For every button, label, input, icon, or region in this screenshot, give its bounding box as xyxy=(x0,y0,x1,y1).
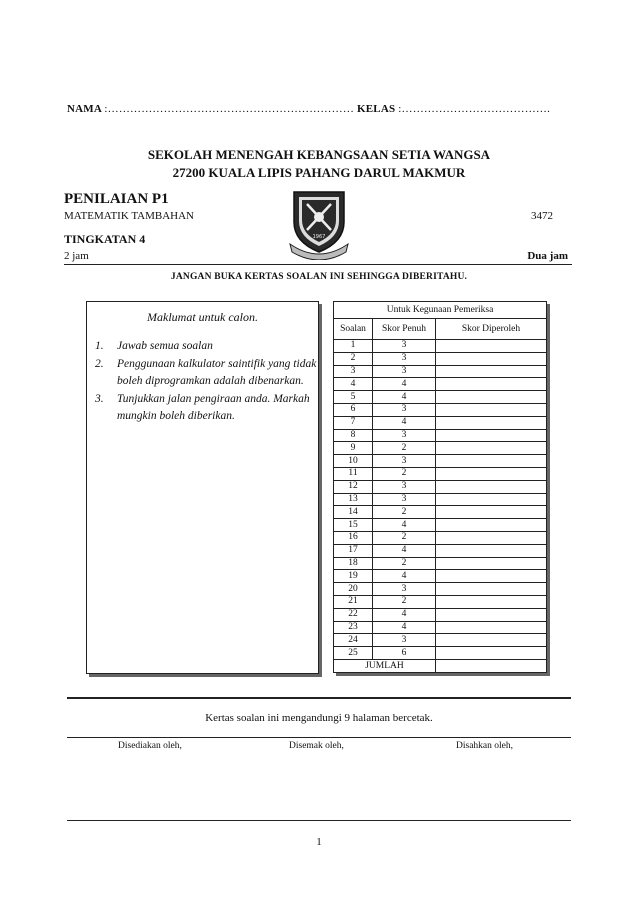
full-score: 3 xyxy=(373,403,436,416)
page-count-note: Kertas soalan ini mengandungi 9 halaman bercetak. xyxy=(205,712,433,724)
obtained-score-cell[interactable] xyxy=(436,429,547,442)
full-score: 4 xyxy=(373,391,436,404)
full-score: 3 xyxy=(373,352,436,365)
column-header-obtained-score: Skor Diperoleh xyxy=(436,319,547,340)
obtained-score-cell[interactable] xyxy=(436,442,547,455)
full-score: 4 xyxy=(373,416,436,429)
table-row xyxy=(334,595,547,608)
table-row xyxy=(334,378,547,391)
question-number: 24 xyxy=(334,634,373,647)
name-class-line xyxy=(67,103,550,115)
obtained-score-cell[interactable] xyxy=(436,531,547,544)
school-address: 27200 KUALA LIPIS PAHANG DARUL MAKMUR xyxy=(172,165,466,180)
total-row xyxy=(334,659,547,672)
full-score: 2 xyxy=(373,506,436,519)
prepared-by-label: Disediakan oleh, xyxy=(118,741,182,751)
question-number: 20 xyxy=(334,583,373,596)
question-number: 12 xyxy=(334,480,373,493)
full-score: 4 xyxy=(373,519,436,532)
table-row xyxy=(334,480,547,493)
full-score: 2 xyxy=(373,595,436,608)
school-crest-icon xyxy=(288,188,350,260)
question-number: 6 xyxy=(334,403,373,416)
table-row xyxy=(334,340,547,353)
obtained-score-cell[interactable] xyxy=(436,378,547,391)
table-row xyxy=(334,621,547,634)
form-level: TINGKATAN 4 xyxy=(64,232,146,246)
question-number: 14 xyxy=(334,506,373,519)
duration-short: 2 jam xyxy=(64,250,89,262)
full-score: 3 xyxy=(373,583,436,596)
question-number: 5 xyxy=(334,391,373,404)
table-row xyxy=(334,352,547,365)
class-field[interactable]: :…………………………………. xyxy=(398,103,551,115)
obtained-score-cell[interactable] xyxy=(436,506,547,519)
question-number: 11 xyxy=(334,467,373,480)
table-row xyxy=(334,391,547,404)
obtained-score-cell[interactable] xyxy=(436,391,547,404)
table-row xyxy=(334,365,547,378)
total-score-cell[interactable] xyxy=(436,659,547,672)
full-score: 3 xyxy=(373,429,436,442)
question-number: 8 xyxy=(334,429,373,442)
question-number: 10 xyxy=(334,455,373,468)
obtained-score-cell[interactable] xyxy=(436,416,547,429)
bottom-divider xyxy=(67,820,571,821)
obtained-score-cell[interactable] xyxy=(436,595,547,608)
score-table xyxy=(333,301,547,673)
obtained-score-cell[interactable] xyxy=(436,352,547,365)
full-score: 3 xyxy=(373,365,436,378)
question-number: 13 xyxy=(334,493,373,506)
table-row xyxy=(334,583,547,596)
obtained-score-cell[interactable] xyxy=(436,583,547,596)
school-name: SEKOLAH MENENGAH KEBANGSAAN SETIA WANGSA xyxy=(147,147,491,162)
column-header-full-score: Skor Penuh xyxy=(373,319,436,340)
full-score: 3 xyxy=(373,340,436,353)
full-score: 4 xyxy=(373,608,436,621)
obtained-score-cell[interactable] xyxy=(436,365,547,378)
full-score: 4 xyxy=(373,570,436,583)
checked-by-label: Disemak oleh, xyxy=(289,741,344,751)
question-number: 4 xyxy=(334,378,373,391)
header-divider xyxy=(64,264,572,265)
obtained-score-cell[interactable] xyxy=(436,621,547,634)
full-score: 3 xyxy=(373,634,436,647)
table-row xyxy=(334,416,547,429)
instruction-item xyxy=(95,391,318,426)
page-number: 1 xyxy=(316,836,322,848)
question-number: 25 xyxy=(334,647,373,660)
question-number: 18 xyxy=(334,557,373,570)
full-score: 2 xyxy=(373,531,436,544)
obtained-score-cell[interactable] xyxy=(436,544,547,557)
score-table-caption: Untuk Kegunaan Pemeriksa xyxy=(334,302,547,319)
instruction-list xyxy=(95,338,318,426)
full-score: 2 xyxy=(373,557,436,570)
crest-year: 1967 xyxy=(312,234,326,240)
obtained-score-cell[interactable] xyxy=(436,340,547,353)
full-score: 4 xyxy=(373,544,436,557)
table-row xyxy=(334,570,547,583)
table-row xyxy=(334,544,547,557)
question-number: 7 xyxy=(334,416,373,429)
table-row xyxy=(334,429,547,442)
table-row xyxy=(334,647,547,660)
name-field[interactable]: :………………………………………………………… xyxy=(104,103,355,115)
table-row xyxy=(334,506,547,519)
instruction-item xyxy=(95,356,318,391)
instruction-number: 2. xyxy=(95,357,104,370)
table-row xyxy=(334,519,547,532)
subject-name: MATEMATIK TAMBAHAN xyxy=(64,210,195,222)
candidate-info-box xyxy=(86,301,319,674)
class-label: KELAS xyxy=(356,103,396,115)
total-label: JUMLAH xyxy=(334,659,436,672)
footer-divider-thick xyxy=(67,697,571,699)
question-number: 23 xyxy=(334,621,373,634)
table-row xyxy=(334,531,547,544)
table-row xyxy=(334,557,547,570)
full-score: 2 xyxy=(373,442,436,455)
name-label: NAMA xyxy=(67,103,102,115)
obtained-score-cell[interactable] xyxy=(436,455,547,468)
obtained-score-cell[interactable] xyxy=(436,493,547,506)
obtained-score-cell[interactable] xyxy=(436,480,547,493)
question-number: 19 xyxy=(334,570,373,583)
instruction-number: 1. xyxy=(95,340,104,352)
assessment-title: PENILAIAN P1 xyxy=(64,191,169,207)
question-number: 17 xyxy=(334,544,373,557)
info-title: Maklumat untuk calon. xyxy=(147,310,258,324)
full-score: 3 xyxy=(373,493,436,506)
instruction-number: 3. xyxy=(95,392,104,405)
table-row xyxy=(334,634,547,647)
question-number: 3 xyxy=(334,365,373,378)
instruction-item xyxy=(95,338,318,356)
table-row xyxy=(334,455,547,468)
question-number: 22 xyxy=(334,608,373,621)
obtained-score-cell[interactable] xyxy=(436,403,547,416)
full-score: 2 xyxy=(373,467,436,480)
instruction-text: Tunjukkan jalan pengiraan anda. Markah mungkin boleh diberikan. xyxy=(117,392,310,422)
full-score: 4 xyxy=(373,378,436,391)
table-row xyxy=(334,493,547,506)
question-number: 9 xyxy=(334,442,373,455)
full-score: 3 xyxy=(373,480,436,493)
obtained-score-cell[interactable] xyxy=(436,608,547,621)
table-row xyxy=(334,608,547,621)
obtained-score-cell[interactable] xyxy=(436,647,547,660)
instruction-text: Jawab semua soalan xyxy=(117,340,213,352)
table-row xyxy=(334,442,547,455)
signature-divider xyxy=(67,737,571,738)
question-number: 1 xyxy=(334,340,373,353)
table-row xyxy=(334,467,547,480)
question-number: 15 xyxy=(334,519,373,532)
full-score: 6 xyxy=(373,647,436,660)
full-score: 3 xyxy=(373,455,436,468)
instruction-text: Penggunaan kalkulator saintifik yang tidak boleh diprogramkan adalah dibenarkan. xyxy=(117,357,317,387)
duration-words: Dua jam xyxy=(527,250,568,262)
question-number: 21 xyxy=(334,595,373,608)
warning-notice: JANGAN BUKA KERTAS SOALAN INI SEHINGGA DIBERITAHU. xyxy=(170,272,468,282)
full-score: 4 xyxy=(373,621,436,634)
approved-by-label: Disahkan oleh, xyxy=(456,741,513,751)
question-number: 2 xyxy=(334,352,373,365)
obtained-score-cell[interactable] xyxy=(436,634,547,647)
obtained-score-cell[interactable] xyxy=(436,467,547,480)
table-row xyxy=(334,403,547,416)
obtained-score-cell[interactable] xyxy=(436,570,547,583)
obtained-score-cell[interactable] xyxy=(436,557,547,570)
subject-code: 3472 xyxy=(531,210,553,222)
examiner-score-table xyxy=(333,301,547,673)
column-header-question: Soalan xyxy=(334,319,373,340)
obtained-score-cell[interactable] xyxy=(436,519,547,532)
question-number: 16 xyxy=(334,531,373,544)
